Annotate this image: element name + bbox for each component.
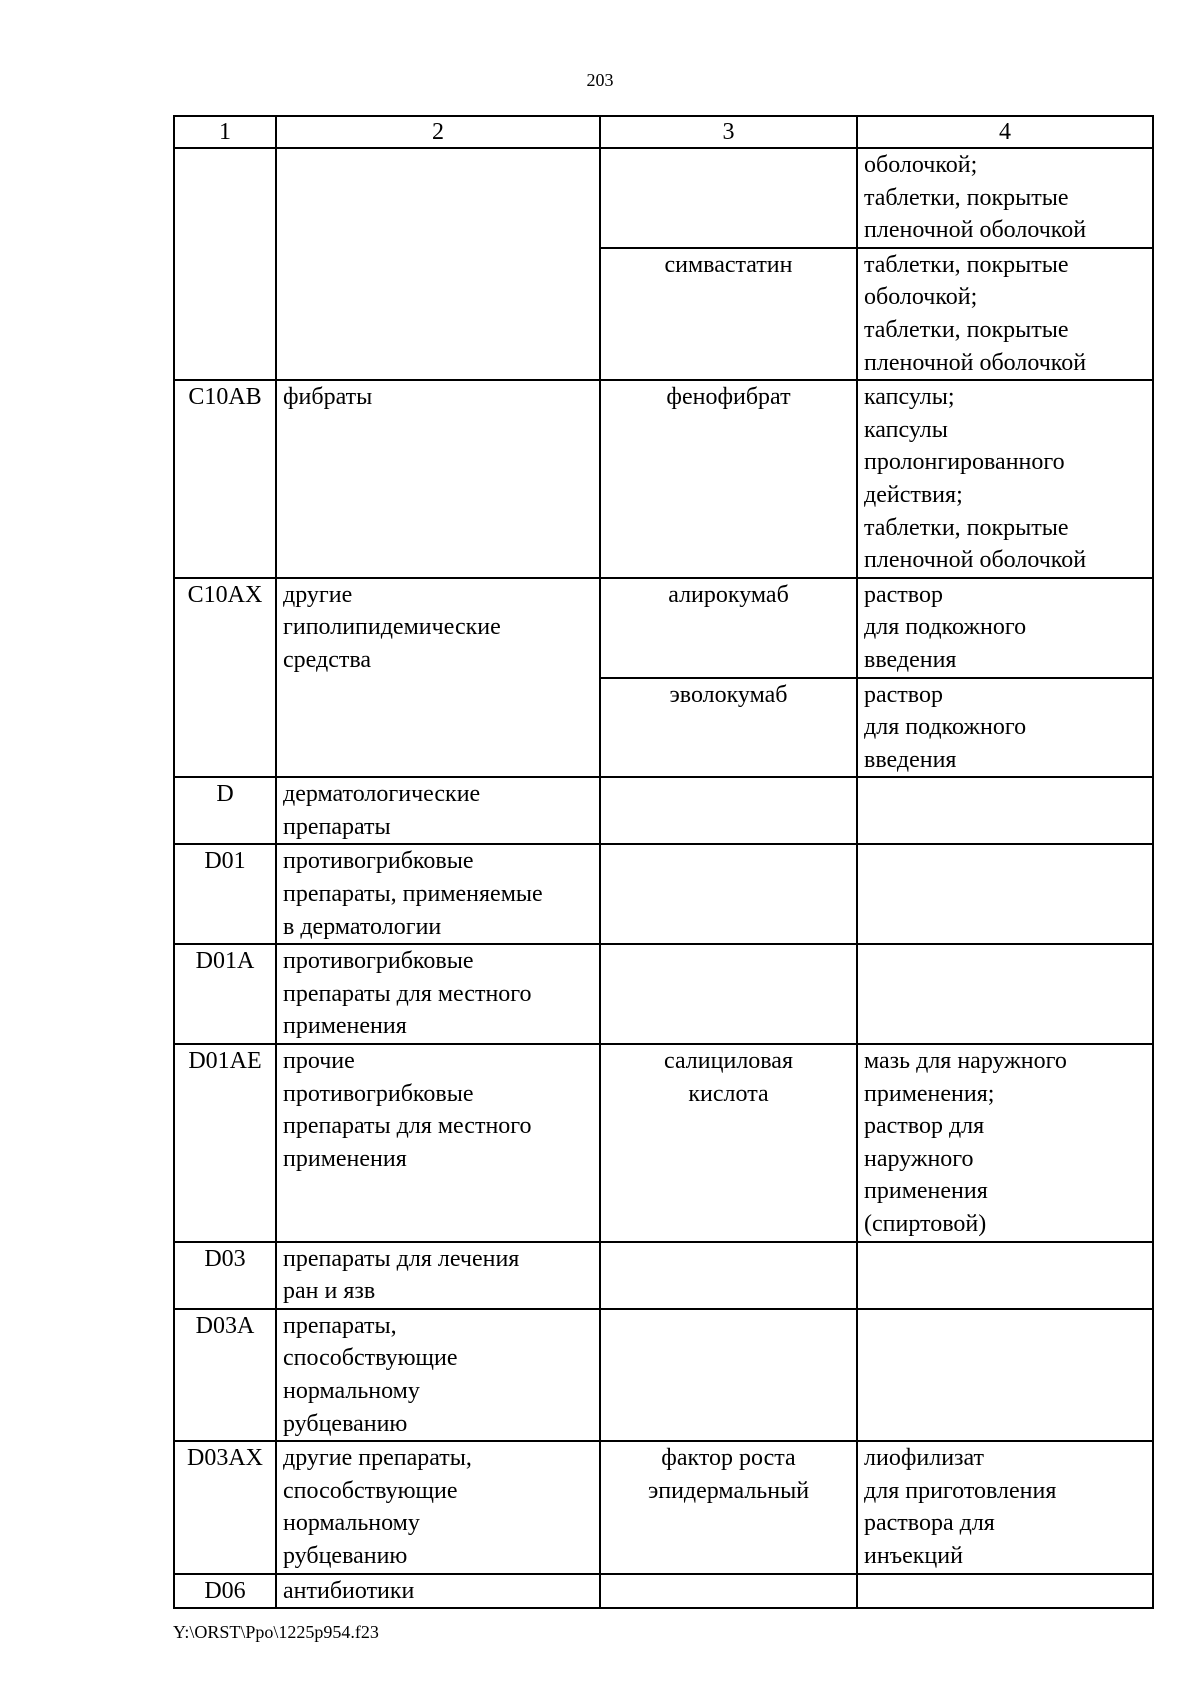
code-line: D01A (195, 948, 255, 975)
group-line: противогрибковые (283, 1080, 474, 1107)
table-row (174, 844, 1153, 944)
table-row (174, 1044, 1153, 1242)
form-line: (спиртовой) (864, 1211, 987, 1237)
form-line: для подкожного (864, 614, 1027, 641)
table-row (174, 944, 1153, 1044)
group-line: применения (283, 1145, 407, 1172)
form-line: таблетки, покрытые (864, 514, 1069, 541)
file-path-footer: Y:\ORST\Ppo\1225p954.f23 (173, 1622, 379, 1642)
drug-name-cell (600, 248, 857, 380)
dosage-form-cell (857, 1309, 1153, 1441)
form-line: действия; (864, 481, 963, 508)
dosage-form-cell (857, 944, 1153, 1044)
form-line: для подкожного (864, 714, 1027, 741)
drug-name-cell (600, 148, 857, 248)
table-row (174, 1441, 1153, 1573)
drug-name-cell (600, 678, 857, 778)
group-name-cell (276, 1242, 600, 1309)
group-name-cell (276, 1309, 600, 1441)
form-line: пленочной оболочкой (864, 217, 1087, 244)
drug-table (173, 115, 1154, 1609)
table-header-row (174, 116, 1153, 148)
code-line: C10AX (187, 581, 263, 608)
form-line: мазь для наружного (864, 1048, 1067, 1075)
form-line: таблетки, покрытые (864, 316, 1069, 343)
dosage-form-cell (857, 844, 1153, 944)
group-line: гиполипидемические (283, 614, 501, 641)
atc-code-cell (174, 578, 276, 778)
code-line: D (216, 781, 234, 808)
atc-code-cell (174, 1242, 276, 1309)
group-line: препараты для местного (283, 1113, 532, 1140)
drug-line: симвастатин (664, 251, 793, 278)
form-line: введения (864, 646, 957, 673)
group-line: применения (283, 1013, 407, 1040)
group-line: нормальному (283, 1510, 420, 1537)
atc-code-cell (174, 777, 276, 844)
atc-code-cell (174, 380, 276, 578)
drug-name-cell (600, 380, 857, 578)
group-name-cell (276, 1044, 600, 1242)
dosage-form-cell (857, 148, 1153, 248)
dosage-form-cell (857, 248, 1153, 380)
form-line: для приготовления (864, 1477, 1057, 1504)
dosage-form-cell (857, 1441, 1153, 1573)
group-line: нормальному (283, 1377, 420, 1404)
group-line: препараты, (283, 1312, 397, 1339)
form-line: раствор (864, 581, 943, 608)
group-line: способствующие (283, 1345, 458, 1372)
group-line: другие препараты, (283, 1445, 472, 1472)
atc-code-cell (174, 1044, 276, 1242)
table-row (174, 578, 1153, 678)
drug-name-cell (600, 777, 857, 844)
group-line: рубцеванию (283, 1410, 408, 1437)
form-line: применения (864, 1178, 988, 1205)
group-line: фибраты (283, 384, 373, 411)
atc-code-cell (174, 944, 276, 1044)
drug-line: фенофибрат (666, 384, 791, 411)
form-line: пролонгированного (864, 449, 1065, 476)
atc-code-cell (174, 1441, 276, 1573)
dosage-form-cell (857, 578, 1153, 678)
column-header-1: 1 (174, 116, 276, 148)
table-row (174, 380, 1153, 578)
table-row (174, 1309, 1153, 1441)
group-line: препараты, применяемые (283, 881, 543, 908)
column-header-3: 3 (600, 116, 857, 148)
form-line: таблетки, покрытые (864, 251, 1069, 278)
drug-line: алирокумаб (668, 581, 789, 608)
table-row (174, 1574, 1153, 1609)
code-line: D01 (204, 848, 246, 875)
column-header-4: 4 (857, 116, 1153, 148)
group-name-cell (276, 1441, 600, 1573)
form-line: раствор (864, 681, 943, 708)
form-line: оболочкой; (864, 284, 978, 311)
form-line: инъекций (864, 1542, 963, 1569)
group-line: ран и язв (283, 1278, 376, 1305)
drug-line: салициловая (664, 1048, 793, 1075)
form-line: оболочкой; (864, 152, 978, 178)
code-line: D01AE (188, 1048, 262, 1075)
group-line: антибиотики (283, 1577, 415, 1604)
code-line: D06 (204, 1577, 246, 1604)
group-name-cell (276, 844, 600, 944)
atc-code-cell (174, 1574, 276, 1609)
code-line: D03AX (187, 1445, 263, 1472)
group-line: противогрибковые (283, 948, 474, 975)
code-line: D03A (195, 1312, 255, 1339)
group-line: в дерматологии (283, 913, 442, 940)
form-line: раствор для (864, 1113, 985, 1140)
form-line: наружного (864, 1145, 974, 1172)
code-line: D03 (204, 1245, 246, 1272)
drug-name-cell (600, 1441, 857, 1573)
atc-code-cell (174, 148, 276, 380)
drug-name-cell (600, 1309, 857, 1441)
drug-name-cell (600, 1242, 857, 1309)
code-line: C10AB (188, 384, 262, 411)
group-name-cell (276, 1574, 600, 1609)
group-line: рубцеванию (283, 1542, 408, 1569)
dosage-form-cell (857, 1044, 1153, 1242)
drug-line: эволокумаб (669, 681, 788, 708)
form-line: пленочной оболочкой (864, 547, 1087, 574)
form-line: капсулы (864, 416, 948, 443)
drug-name-cell (600, 578, 857, 678)
dosage-form-cell (857, 678, 1153, 778)
dosage-form-cell (857, 380, 1153, 578)
form-line: пленочной оболочкой (864, 349, 1087, 376)
table-row (174, 148, 1153, 248)
form-line: раствора для (864, 1510, 995, 1537)
group-line: прочие (283, 1048, 355, 1075)
group-line: средства (283, 646, 372, 673)
group-name-cell (276, 944, 600, 1044)
group-line: другие (283, 581, 353, 608)
drug-name-cell (600, 1574, 857, 1609)
drug-name-cell (600, 944, 857, 1044)
dosage-form-cell (857, 1574, 1153, 1609)
atc-code-cell (174, 1309, 276, 1441)
group-name-cell (276, 777, 600, 844)
group-line: препараты для местного (283, 980, 532, 1007)
group-line: препараты для лечения (283, 1245, 520, 1272)
atc-code-cell (174, 844, 276, 944)
table-row (174, 777, 1153, 844)
form-line: введения (864, 746, 957, 773)
column-header-2: 2 (276, 116, 600, 148)
form-line: применения; (864, 1080, 995, 1107)
group-line: препараты (283, 813, 391, 840)
dosage-form-cell (857, 1242, 1153, 1309)
form-line: лиофилизат (864, 1445, 985, 1472)
group-line: противогрибковые (283, 848, 474, 875)
drug-name-cell (600, 1044, 857, 1242)
form-line: капсулы; (864, 384, 955, 411)
group-name-cell (276, 578, 600, 778)
group-name-cell (276, 380, 600, 578)
table-row (174, 1242, 1153, 1309)
drug-line: фактор роста (661, 1445, 796, 1472)
drug-line: кислота (688, 1080, 769, 1107)
group-name-cell (276, 148, 600, 380)
drug-line: эпидермальный (647, 1477, 810, 1504)
dosage-form-cell (857, 777, 1153, 844)
group-line: дерматологические (283, 781, 481, 808)
form-line: таблетки, покрытые (864, 184, 1069, 211)
group-line: способствующие (283, 1477, 458, 1504)
page-number: 203 (586, 70, 614, 90)
drug-name-cell (600, 844, 857, 944)
